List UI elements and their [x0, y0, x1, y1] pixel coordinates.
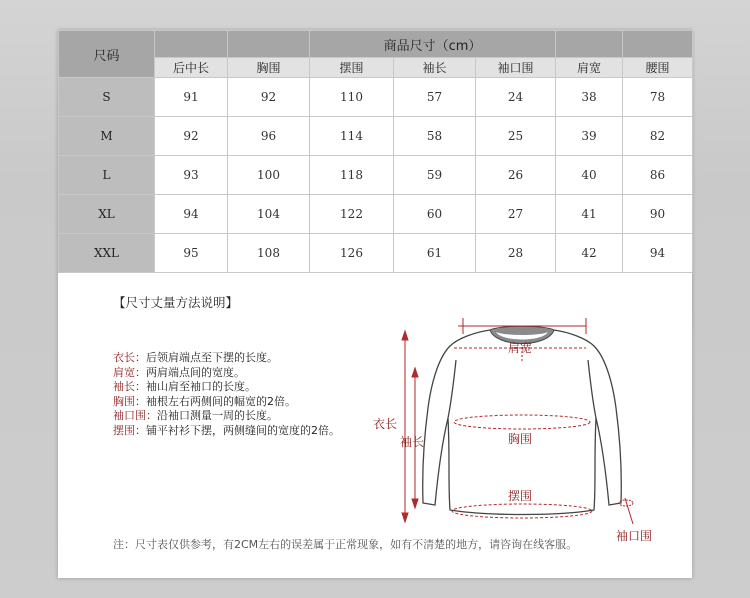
table-cell: 95	[155, 234, 228, 273]
table-cell: 114	[310, 117, 394, 156]
definition-item: 袖长：袖山肩至袖口的长度。	[113, 380, 256, 394]
label-length: 衣长	[373, 417, 398, 431]
definition-item: 胸围：袖根左右两侧间的幅宽的2倍。	[113, 394, 296, 408]
label-chest: 胸围	[508, 432, 533, 446]
table-cell: 126	[310, 234, 394, 273]
table-cell: 25	[476, 117, 556, 156]
table-row	[59, 234, 693, 273]
size-table	[58, 30, 693, 273]
table-cell: 104	[228, 195, 310, 234]
label-sleeve: 袖长	[400, 435, 425, 449]
column-header: 袖长	[394, 58, 476, 78]
table-row	[59, 195, 693, 234]
column-header: 肩宽	[556, 58, 623, 78]
table-cell: 78	[623, 78, 693, 117]
table-cell: 27	[476, 195, 556, 234]
table-cell: 118	[310, 156, 394, 195]
table-cell: 57	[394, 78, 476, 117]
size-header: 尺码	[59, 31, 155, 78]
table-cell: 92	[228, 78, 310, 117]
table-cell: 60	[394, 195, 476, 234]
table-cell: 93	[155, 156, 228, 195]
length-arrow-top	[402, 331, 408, 340]
label-shoulder: 肩宽	[508, 341, 533, 355]
table-cell: 82	[623, 117, 693, 156]
column-header: 摆围	[310, 58, 394, 78]
size-label: XL	[59, 195, 155, 234]
table-row	[59, 117, 693, 156]
table-cell: 86	[623, 156, 693, 195]
table-cell: 92	[155, 117, 228, 156]
table-cell: 122	[310, 195, 394, 234]
length-arrow-bottom	[402, 513, 408, 522]
sleeve-arrow-top	[412, 368, 418, 377]
sleeve-arrow-bottom	[412, 499, 418, 508]
table-cell: 94	[155, 195, 228, 234]
table-cell: 59	[394, 156, 476, 195]
definition-item: 摆围：铺平衬衫下摆，两侧缝间的宽度的2倍。	[113, 423, 340, 437]
table-cell: 58	[394, 117, 476, 156]
column-header: 袖口围	[476, 58, 556, 78]
table-cell: 108	[228, 234, 310, 273]
column-header: 腰围	[623, 58, 693, 78]
table-cell: 91	[155, 78, 228, 117]
table-cell: 94	[623, 234, 693, 273]
column-header: 胸围	[228, 58, 310, 78]
method-title: 【尺寸丈量方法说明】	[113, 295, 239, 310]
size-label: M	[59, 117, 155, 156]
label-hem: 摆围	[508, 489, 533, 503]
size-chart-card	[58, 30, 692, 578]
size-label: L	[59, 156, 155, 195]
column-header-row	[59, 58, 693, 78]
definition-item: 肩宽：两肩端点间的宽度。	[113, 365, 245, 379]
table-row	[59, 78, 693, 117]
table-cell: 39	[556, 117, 623, 156]
footnote: 注：尺寸表仅供参考，有2CM左右的误差属于正常现象，如有不清楚的地方，请咨询在线客服。	[113, 538, 578, 551]
table-title-row	[59, 31, 693, 58]
table-cell: 40	[556, 156, 623, 195]
definition-item: 袖口围：沿袖口测量一周的长度。	[113, 409, 278, 423]
table-cell: 41	[556, 195, 623, 234]
table-cell: 42	[556, 234, 623, 273]
definitions-list	[113, 351, 340, 439]
label-cuff: 袖口围	[616, 529, 653, 543]
table-cell: 61	[394, 234, 476, 273]
definition-item: 衣长：后领肩端点至下摆的长度。	[113, 351, 278, 364]
table-cell: 96	[228, 117, 310, 156]
hem-ellipse	[452, 504, 592, 518]
size-label: S	[59, 78, 155, 117]
table-cell: 28	[476, 234, 556, 273]
chest-ellipse	[454, 415, 590, 429]
table-title: 商品尺寸（cm）	[310, 31, 556, 58]
column-header: 后中长	[155, 58, 228, 78]
table-cell: 100	[228, 156, 310, 195]
table-cell: 24	[476, 78, 556, 117]
size-label: XXL	[59, 234, 155, 273]
table-cell: 110	[310, 78, 394, 117]
table-cell: 26	[476, 156, 556, 195]
shirt-outline	[423, 330, 622, 515]
shirt-diagram	[368, 298, 658, 543]
table-row	[59, 156, 693, 195]
table-cell: 38	[556, 78, 623, 117]
table-cell: 90	[623, 195, 693, 234]
